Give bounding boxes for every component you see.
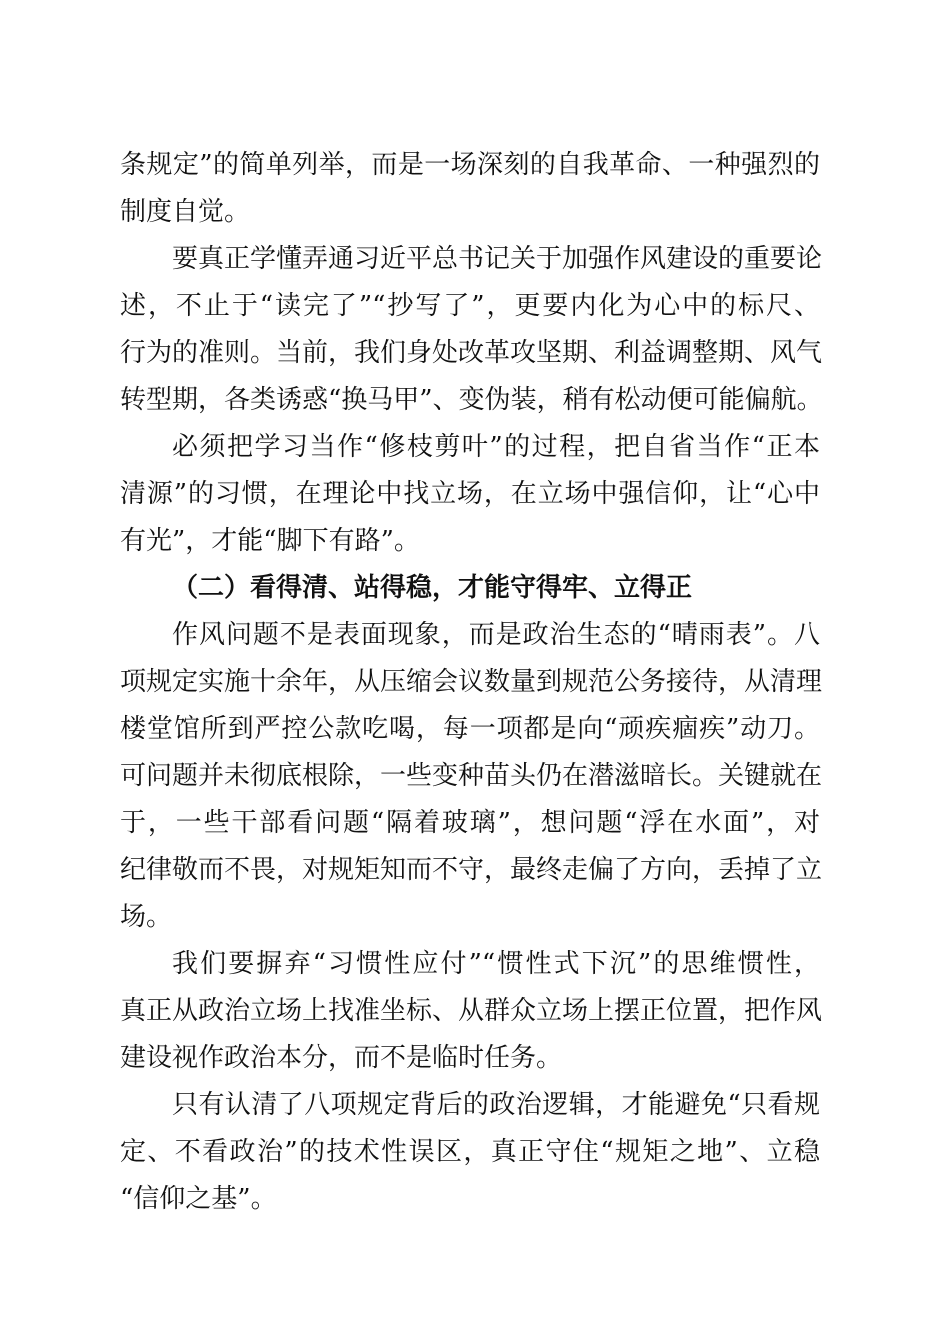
section-heading: （二）看得清、站得稳，才能守得牢、立得正: [172, 573, 693, 603]
paragraph-6-line-3: “信仰之基”。: [120, 1184, 277, 1214]
paragraph-6-line-1: 只有认清了八项规定背后的政治逻辑，才能避免“只看规: [172, 1090, 820, 1120]
paragraph-5-line-3: 建设视作政治本分，而不是临时任务。: [120, 1043, 563, 1073]
paragraph-1-line-1: 条规定”的简单列举，而是一场深刻的自我革命、一种强烈的: [120, 150, 820, 180]
paragraph-4-line-1: 作风问题不是表面现象，而是政治生态的“晴雨表”。八: [172, 620, 820, 650]
paragraph-5-line-1: 我们要摒弃“习惯性应付”“惯性式下沉”的思维惯性，: [172, 949, 820, 979]
paragraph-2-line-2: 述，不止于“读完了”“抄写了”，更要内化为心中的标尺、: [120, 291, 820, 321]
paragraph-3-line-3: 有光”，才能“脚下有路”。: [120, 526, 420, 556]
paragraph-2-line-1: 要真正学懂弄通习近平总书记关于加强作风建设的重要论: [172, 244, 823, 274]
paragraph-3-line-1: 必须把学习当作“修枝剪叶”的过程，把自省当作“正本: [172, 432, 820, 462]
paragraph-4-line-7: 场。: [120, 902, 173, 932]
paragraph-4-line-6: 纪律敬而不畏，对规矩知而不守，最终走偏了方向，丢掉了立: [120, 855, 823, 885]
paragraph-5-line-2: 真正从政治立场上找准坐标、从群众立场上摆正位置，把作风: [120, 996, 823, 1026]
paragraph-4-line-4: 可问题并未彻底根除，一些变种苗头仍在潜滋暗长。关键就在: [120, 761, 823, 791]
paragraph-2-line-3: 行为的准则。当前，我们身处改革攻坚期、利益调整期、风气: [120, 338, 823, 368]
paragraph-2-line-4: 转型期，各类诱惑“换马甲”、变伪装，稍有松动便可能偏航。: [120, 385, 823, 415]
paragraph-4-line-5: 于，一些干部看问题“隔着玻璃”，想问题“浮在水面”，对: [120, 808, 820, 838]
paragraph-6-line-2: 定、不看政治”的技术性误区，真正守住“规矩之地”、立稳: [120, 1137, 820, 1167]
paragraph-4-line-2: 项规定实施十余年，从压缩会议数量到规范公务接待，从清理: [120, 667, 823, 697]
paragraph-3-line-2: 清源”的习惯，在理论中找立场，在立场中强信仰，让“心中: [120, 479, 820, 509]
paragraph-4-line-3: 楼堂馆所到严控公款吃喝，每一项都是向“顽疾痼疾”动刀。: [120, 714, 820, 744]
paragraph-1-line-2: 制度自觉。: [120, 197, 251, 227]
